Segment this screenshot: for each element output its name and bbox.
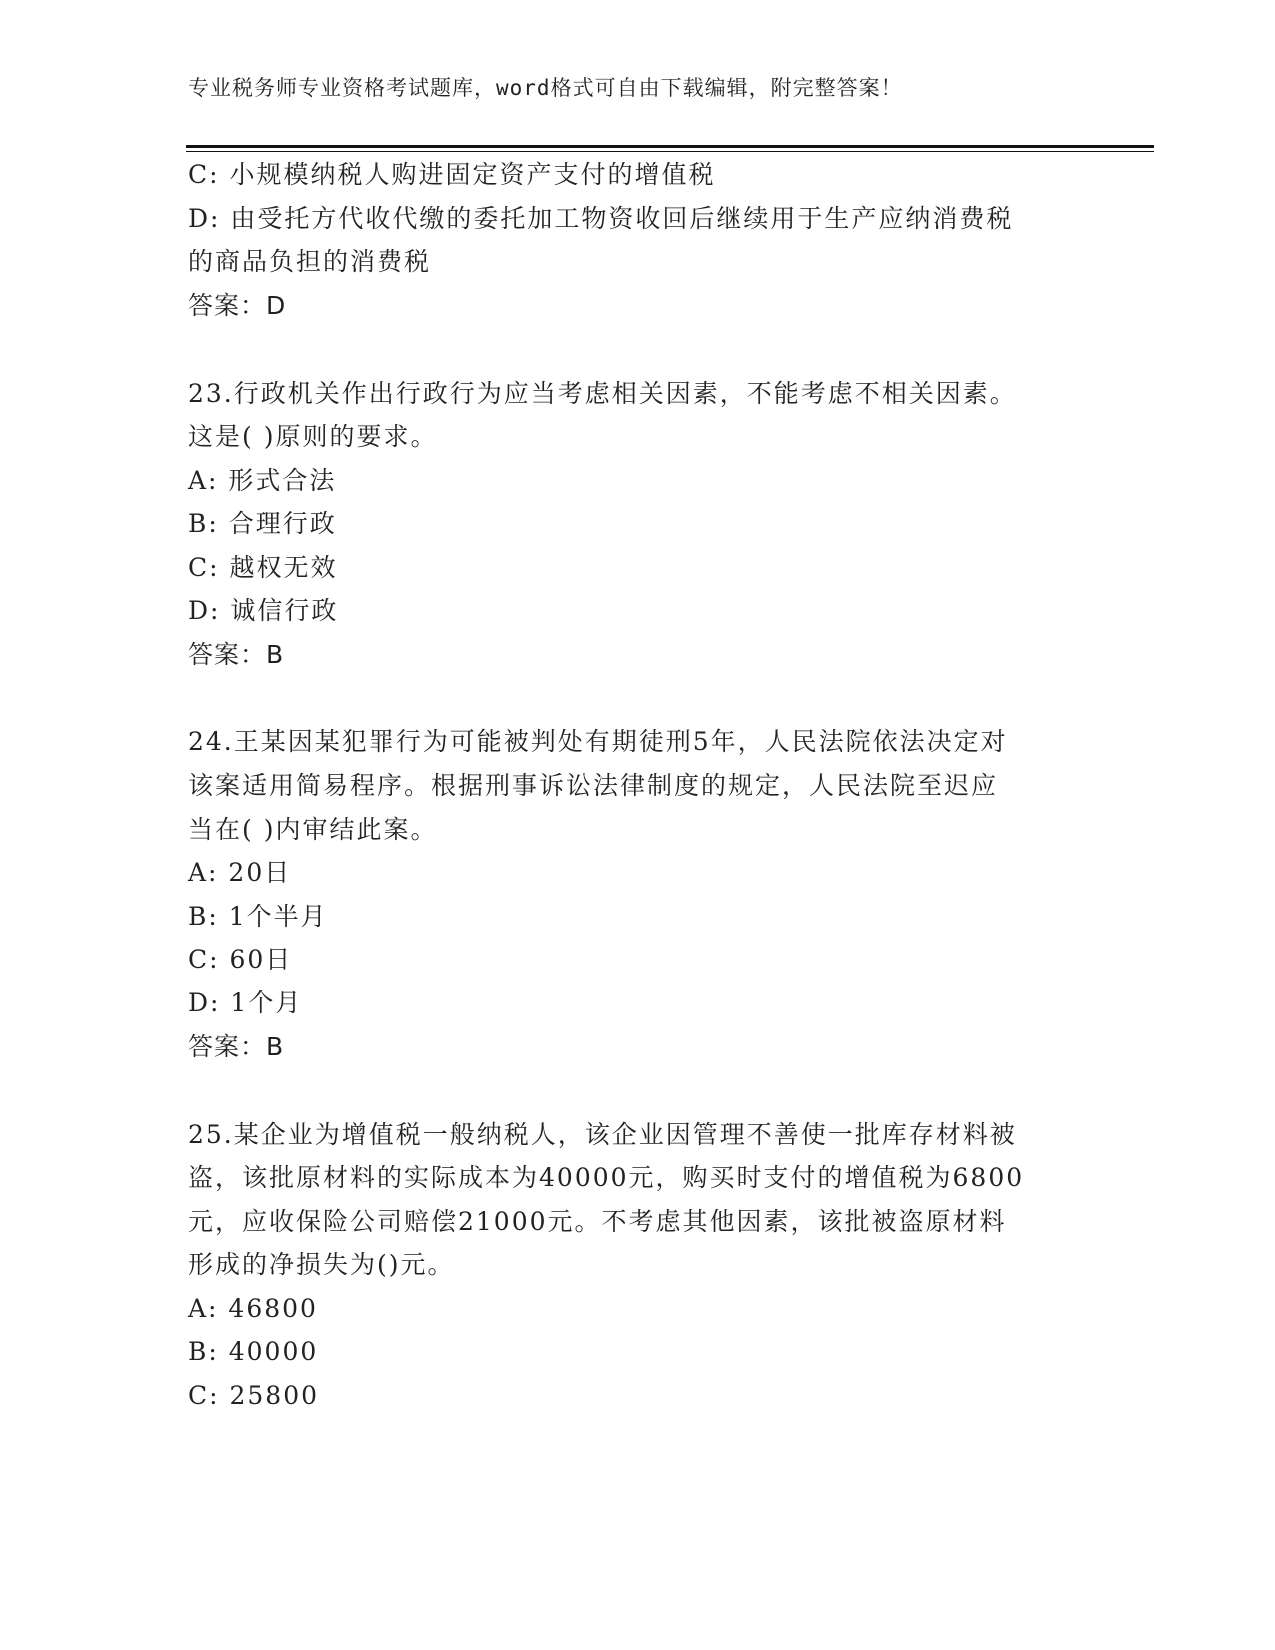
q25-option-c: C: 25800 bbox=[188, 1381, 320, 1410]
q25-stem-line4: 形成的净损失为()元。 bbox=[188, 1250, 455, 1279]
q24-option-a: A: 20日 bbox=[188, 858, 292, 887]
q25-stem-line1: 25.某企业为增值税一般纳税人，该企业因管理不善使一批库存材料被 bbox=[188, 1120, 1017, 1149]
q23-stem-line2: 这是( )原则的要求。 bbox=[188, 422, 438, 451]
q22-option-d-line1: D: 由受托方代收代缴的委托加工物资收回后继续用于生产应纳消费税 bbox=[188, 204, 1014, 233]
q24-option-d: D: 1个月 bbox=[188, 988, 303, 1017]
q24-option-b: B: 1个半月 bbox=[188, 902, 328, 931]
q23-stem-line1: 23.行政机关作出行政行为应当考虑相关因素，不能考虑不相关因素。 bbox=[188, 379, 1017, 408]
q25-option-b: B: 40000 bbox=[188, 1337, 319, 1366]
q25-stem-line2: 盗，该批原材料的实际成本为40000元，购买时支付的增值税为6800 bbox=[188, 1163, 1025, 1192]
header-text: 专业税务师专业资格考试题库，word格式可自由下载编辑，附完整答案！ bbox=[188, 76, 903, 100]
q24-stem-line1: 24.王某因某犯罪行为可能被判处有期徒刑5年，人民法院依法决定对 bbox=[188, 727, 1008, 756]
q23-option-d: D: 诚信行政 bbox=[188, 596, 339, 625]
q24-answer: 答案：B bbox=[188, 1032, 285, 1061]
header-rule-thin bbox=[186, 151, 1154, 152]
q22-option-d-line2: 的商品负担的消费税 bbox=[188, 247, 432, 276]
q24-option-c: C: 60日 bbox=[188, 945, 293, 974]
q23-option-a: A: 形式合法 bbox=[188, 466, 337, 495]
q25-stem-line3: 元，应收保险公司赔偿21000元。不考虑其他因素，该批被盗原材料 bbox=[188, 1207, 1007, 1236]
q22-option-c: C: 小规模纳税人购进固定资产支付的增值税 bbox=[188, 160, 716, 189]
q24-stem-line2: 该案适用简易程序。根据刑事诉讼法律制度的规定，人民法院至迟应 bbox=[188, 771, 999, 800]
q23-option-b: B: 合理行政 bbox=[188, 509, 337, 538]
q25-option-a: A: 46800 bbox=[188, 1294, 318, 1323]
header-rule-thick bbox=[186, 145, 1154, 148]
q22-answer: 答案：D bbox=[188, 291, 287, 320]
q24-stem-line3: 当在( )内审结此案。 bbox=[188, 815, 438, 844]
q23-option-c: C: 越权无效 bbox=[188, 553, 338, 582]
q23-answer: 答案：B bbox=[188, 640, 285, 669]
